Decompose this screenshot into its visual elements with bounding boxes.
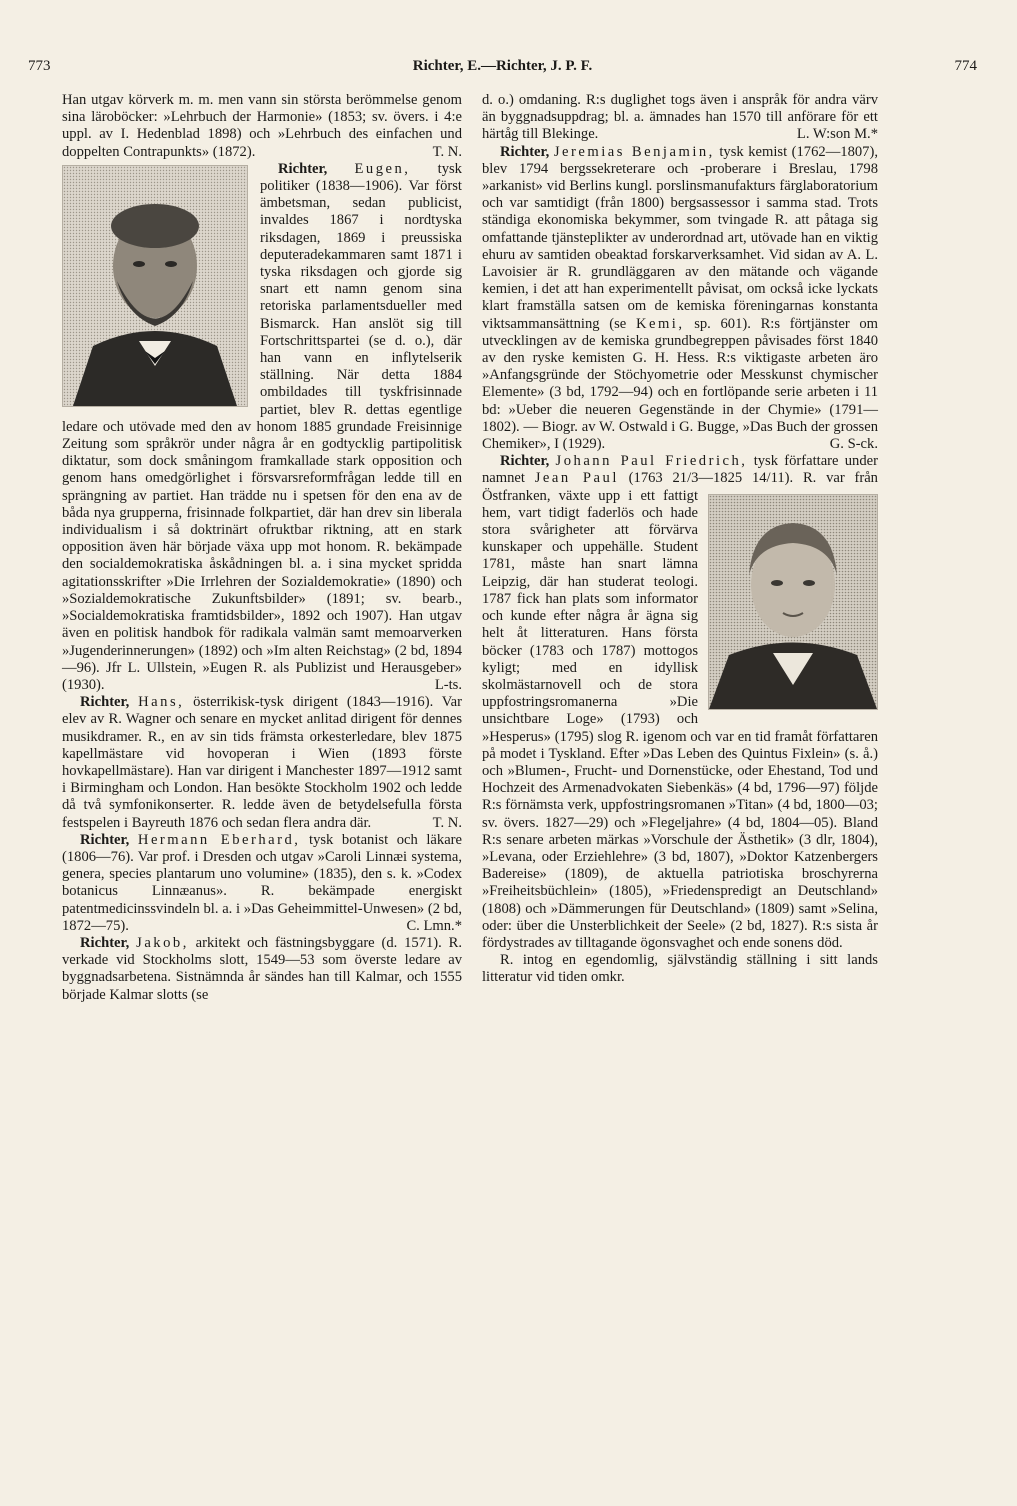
entry-name: Hermann Eberhard, xyxy=(137,831,301,848)
entry-name: Jeremias Benjamin, xyxy=(553,143,715,160)
signature: L-ts. xyxy=(434,676,462,693)
signature: L. W:son M.* xyxy=(796,126,878,143)
headword: Richter, xyxy=(500,143,550,160)
paragraph-continuation: d. o.) omdaning. R:s duglighet togs även i anspråk för andra värv än byggnadsuppdrag; bl. a. ämnades han 1570 till anförare för ett härtåg till Blekinge. L. W:son M.* xyxy=(482,92,878,143)
left-column xyxy=(62,92,462,1004)
entry-name: Jakob, xyxy=(136,934,189,951)
headword: Richter, xyxy=(500,453,550,470)
headword: Richter, xyxy=(278,160,328,177)
signature: T. N. xyxy=(432,814,462,831)
entry-jakob-richter: Richter, Jakob, arkitekt och fästningsbyggare (d. 1571). R. verkade vid Stockholms slott, 1549—53 som överste ledare av byggnadsarbetena. Sistnämnda år sändes han till Kalmar, och 1555 började Kalmar slotts (se xyxy=(62,934,462,1003)
entry-johann-paul-richter: Richter, Johann Paul Friedrich, tysk författare under namnet Jean Paul (1763 21/3—1825 14/11). R. var från Östfranken, växte upp i ett fattigt hem, vart tidigt faderlös och hade stora svårigheter att förvärva kunskaper och uppehälle. Student 1781, måste han snart lämna Leipzig, där han studerat teologi. 1787 fick han plats som informator och kunde efter några år ägna sig helt åt litteraturen. Hans första böcker (1783 och 1787) mottogos kyligt; med en idyllisk skolmästarnovell och de stora uppfostringsromanerna »Die unsichtbare Loge» (1793) och »Hesperus» (1795) slog R. igenom och var en tid framåt författaren på modet i Tyskland. Efter »Das Leben des Quintus Fixlein» (s. å.) och »Blumen-, Frucht- und Dornenstücke, oder Ehestand, Tod und Hochzeit des Armenadvokaten Siebenkäs» (4 bd, 1796—97) följde R:s förnämsta verk, uppfostringsromanen »Titan» (4 bd, 1800—03; sv. övers. 1827—29) och »Flegeljahre» (4 bd, 1804—05). Bland R:s senare arbeten märkas »Vorschule der Ästhetik» (3 dlr, 1804), »Levana, oder Erziehlehre» (3 bd, 1807), »Doktor Katzenbergers Badereise» (1809), de aktuella patriotiska broschyrerna »Freiheitsbüchlein» (1805), »Friedenspredigt an Deutschland» (1808) och »Dämmerungen für Deutschland» (1809) samt »Selina, oder: über die Unsterblichkeit der Seele» (2 bd, 1827). R:s sista år fördystrades av tilltagande ögonsvaghet och ende sonens död. xyxy=(482,453,878,951)
entry-hermann-richter: Richter, Hermann Eberhard, tysk botanist och läkare (1806—76). Var prof. i Dresden och utgav »Caroli Linnæi systema, genera, species plantarum uno volumine» (1835), den s. k. »Codex botanicus Linnæanus». R. bekämpade energiskt patentmedicinssvindeln bl. a. i »Das Geheimmittel-Unwesen» (2 bd, 1872—75). C. Lmn.* xyxy=(62,831,463,934)
headword: Richter, xyxy=(80,694,130,711)
headword: Richter, xyxy=(80,831,130,848)
signature: G. S-ck. xyxy=(829,436,878,453)
paragraph-continuation: Han utgav körverk m. m. men vann sin största berömmelse genom sina läroböcker: »Lehrbuch der Harmonie» (1853; sv. övers. i 4:e uppl. av I. Hedenblad 1898) och »Lehrbuch des einfachen und doppelten Contrapunkts» (1872). T. N. xyxy=(62,92,462,160)
entry-name: Hans, xyxy=(138,694,185,711)
page-number-right: 774 xyxy=(954,58,977,74)
entry-hans-richter: Richter, Hans, österrikisk-tysk dirigent (1843—1916). Var elev av R. Wagner och senare en mycket anlitad dirigent för dennes musikdramer. R., en av sin tids främsta orkesterledare, blev 1875 kapellmästare vid hovoperan i Wien (1893 förste hovkapellmästare). Han var dirigent i Manchester 1897—1912 samt i Birmingham och London. Han besökte Stockholm 1902 och ledde då två symfonikonserter. R. ledde även de betydelsefulla första festspelen i Bayreuth 1876 och sedan flera andra där. T. N. xyxy=(62,694,463,831)
entry-jeremias-richter: Richter, Jeremias Benjamin, tysk kemist (1762—1807), blev 1794 bergssekreterare och -proberare i Breslau, 1798 »arkanist» vid Berlins kungl. porslinsmanufakturs färglaboratorium och var samtidigt (från 1800) bergsassessor i samma stad. Trots ständiga ekonomiska bekymmer, som tvingade R. att påtaga sig omfattande tjänsteplikter av underordnad art, utövade han en viktig ehuru av samtiden obeaktad forskarverksamhet. Vid sidan av A. L. Lavoisier är R. grundläggaren av den mätande och vägande kemien, i det att han experimentellt påvisat, om också icke lyckats klart framställa satsen om de kemiska föreningarnas konstanta viktsammansättning (se Kemi, sp. 601). R:s förtjänster om utvecklingen av de kemiska grundbegreppen påvisades först 1840 av den ryske kemisten G. H. Hess. R:s viktigaste arbeten äro »Anfangsgründe der Stöchyometrie oder Messkunst chymischer Elemente» (3 bd, 1792—94) och en fortlöpande serie arbeten i 11 bd: »Ueber die neueren Gegenstände in der Chymie» (1791—1802). — Biogr. av W. Ostwald i G. Bugge, »Das Buch der grossen Chemiker», I (1929). G. S-ck. xyxy=(482,143,879,453)
signature: C. Lmn.* xyxy=(406,917,462,934)
portrait-jean-paul xyxy=(708,494,878,710)
headword: Richter, xyxy=(80,934,130,951)
pen-name: Jean Paul xyxy=(534,470,619,487)
entry-name: Johann Paul Friedrich, xyxy=(555,453,748,470)
entry-eugen-richter: Richter, Eugen, tysk politiker (1838—1906). Var först ämbetsman, sedan publicist, invaldes 1867 i nordtyska riksdagen, 1869 i preussiska deputeradekammaren samt 1871 i tyska riksdagen och gjorde sig snart ett namn genom sina retoriska parlamentsdueller med Bismarck. Han anslöt sig till Fortschrittspartei (se d. o.), där han vann en inflytelserik ställning. När detta 1884 ombildades till tyskfrisinnade partiet, blev R. dettas egentlige ledare och utövade med den av honom 1885 grundade Freisinnige Zeitung som språkrör under några år en godtycklig partipolitisk diktatur, som dock småningom framkallade stark opposition och genom hans omedgörlighet i försvarsreformfrågan ledde till en sprängning av partiet. Han trädde nu i spetsen för den ena av de båda nya grupperna, frisinnade folkpartiet, där han drev sin liberala individualism i så doktrinärt ofruktbar riktning, att en stark opposition även här började växa upp mot honom. R. bekämpade den socialdemokratiska åskådningen bl. a. i sina mycket spridda agitationsskrifter »Die Irrlehren der Sozialdemokratie» (1890) och »Sozialdemokratische Zukunftsbilder» (1891; sv. bearb., »Socialdemokratiska framtidsbilder», 1892 och 1907). Han utgav även en politisk handbok för radikala valmän samt memoarverken »Jugenderinnerungen» (1892) och »Im alten Reichstag» (2 bd, 1894—96). Jfr L. Ullstein, »Eugen R. als Publizist und Herausgeber» (1930). L-ts. xyxy=(62,160,462,693)
cross-reference: Kemi, xyxy=(635,315,685,332)
page-header xyxy=(28,58,977,82)
entry-name: Eugen, xyxy=(354,160,411,177)
signature: T. N. xyxy=(432,143,462,160)
paragraph: R. intog en egendomlig, självständig ställning i sitt lands litteratur vid tiden omkr. xyxy=(482,952,878,986)
page-number-left: 773 xyxy=(28,58,51,74)
right-column xyxy=(482,92,878,987)
portrait-eugen-richter xyxy=(62,165,248,407)
running-head: Richter, E.—Richter, J. P. F. xyxy=(412,58,593,74)
